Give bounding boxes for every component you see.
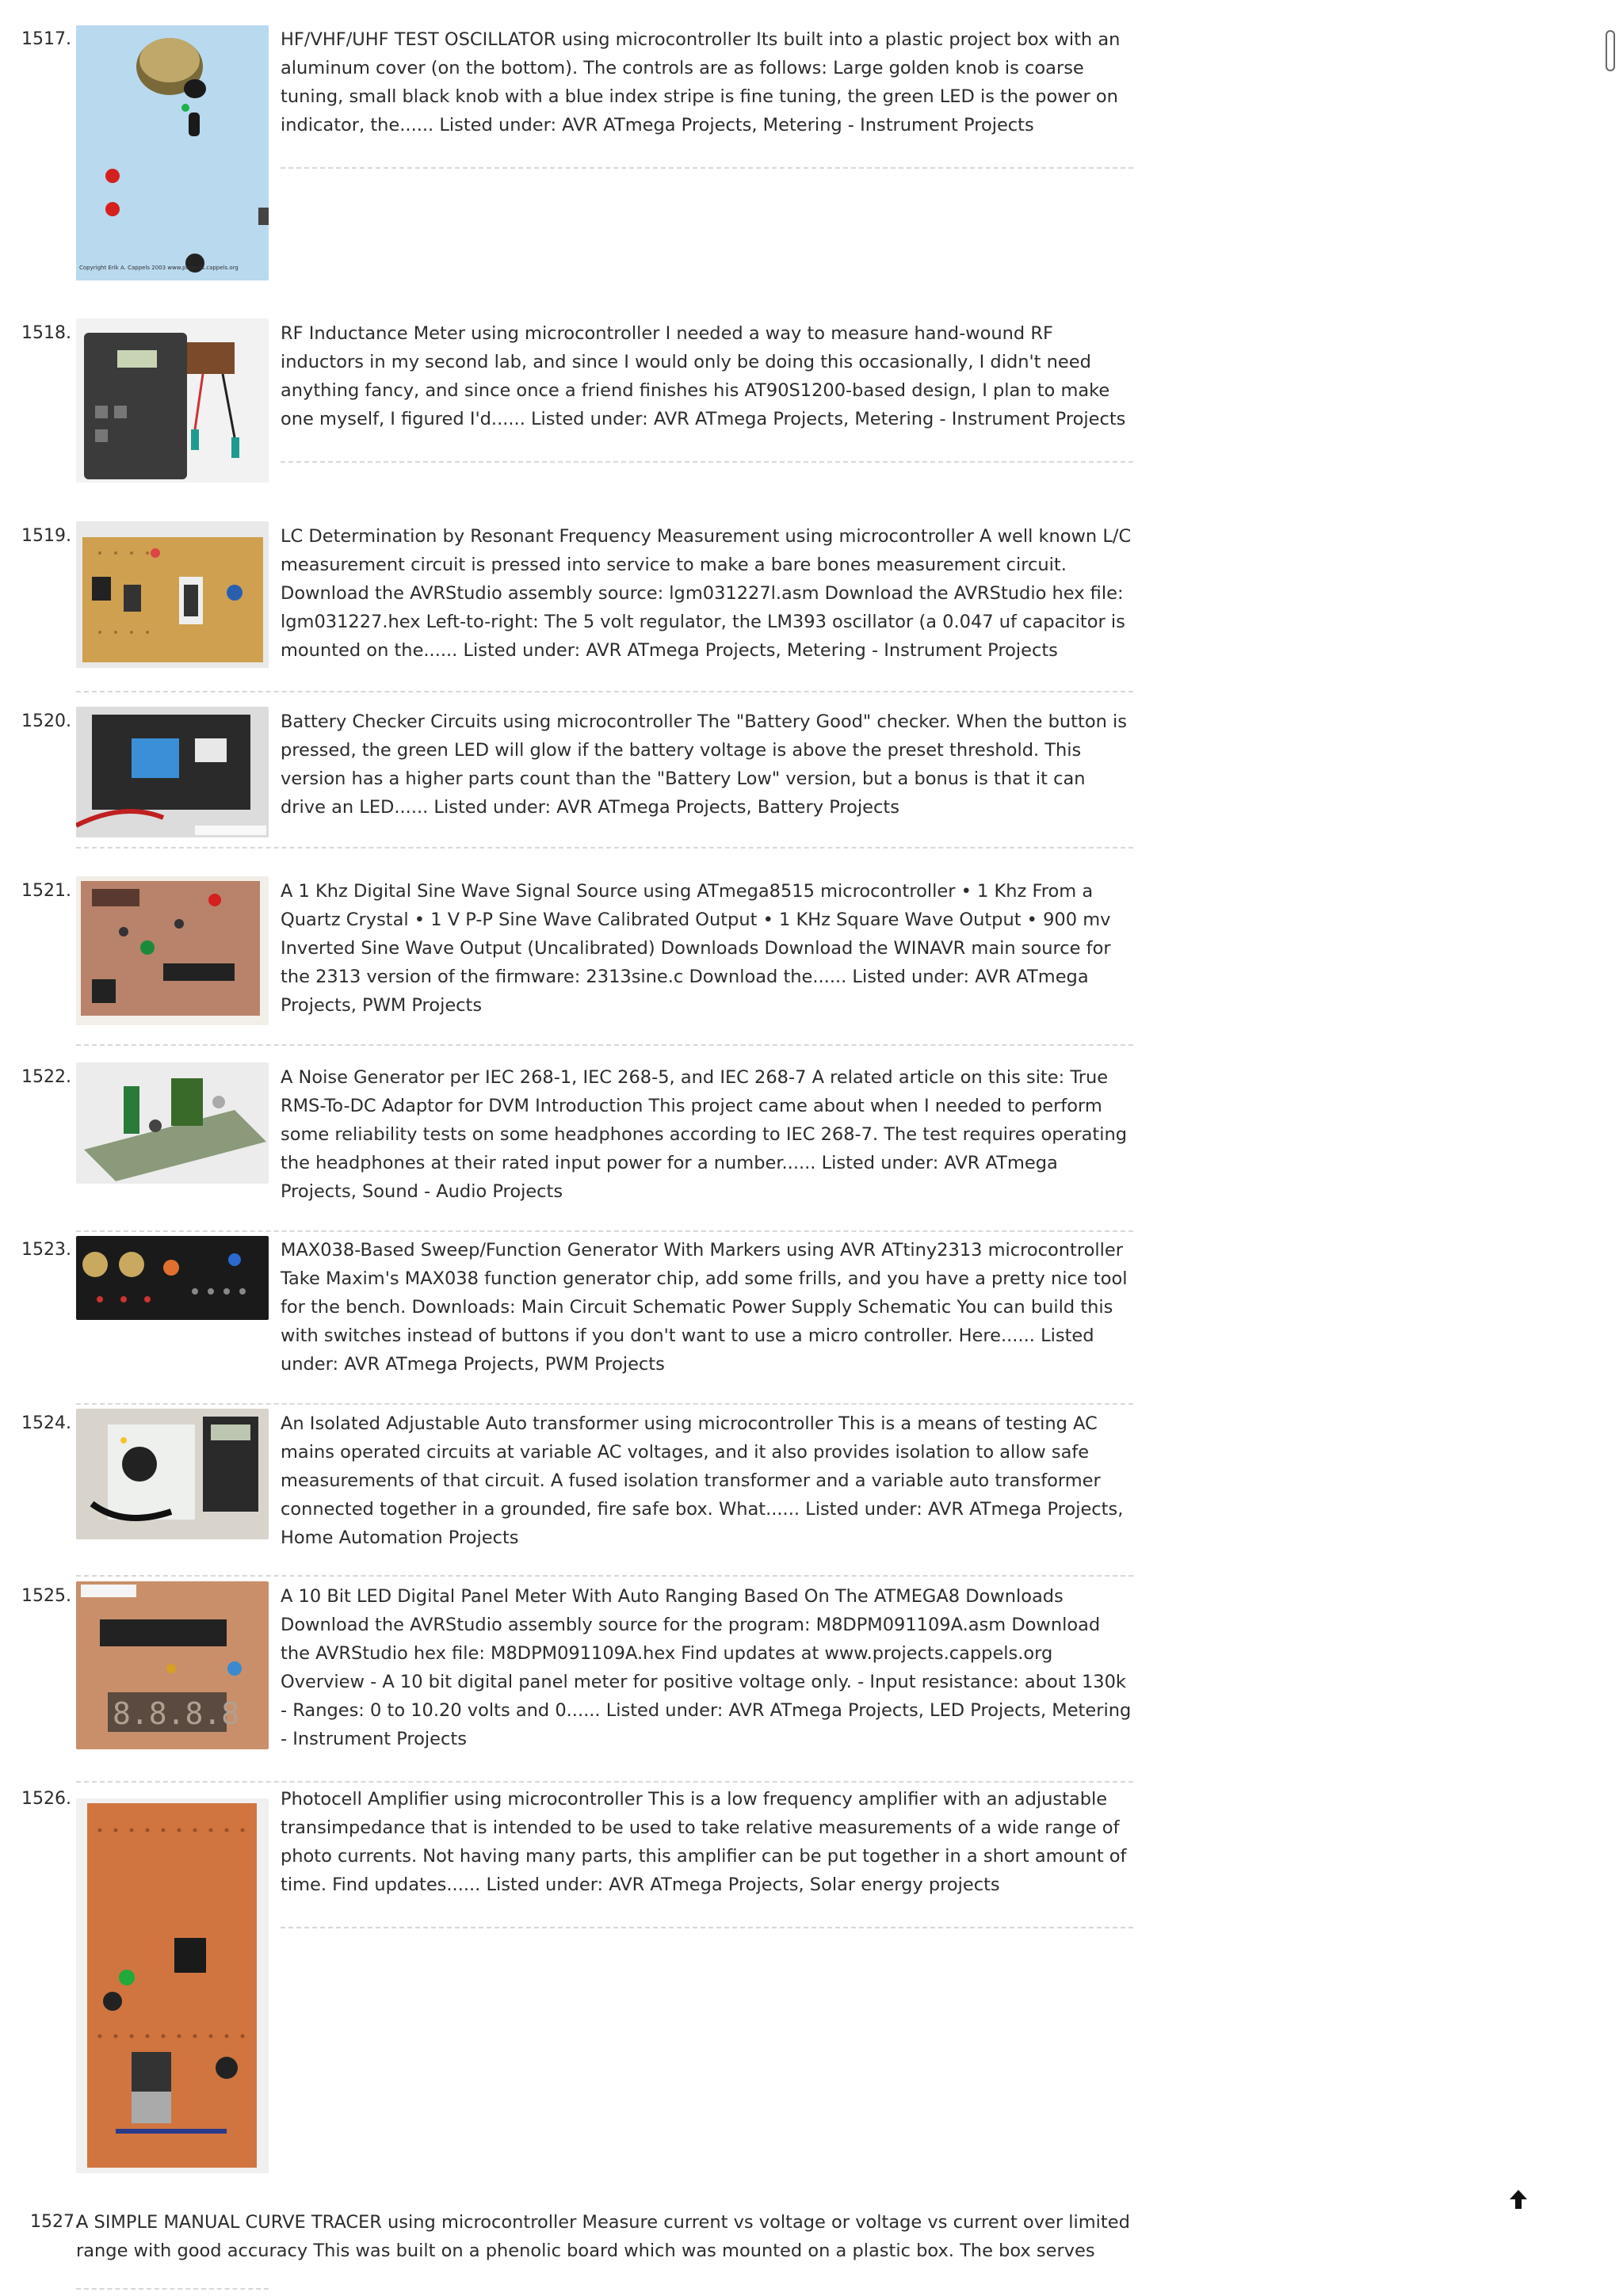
project-thumbnail[interactable] xyxy=(76,1581,269,1749)
item-number: 1524. xyxy=(21,1413,71,1433)
project-thumbnail[interactable] xyxy=(76,318,269,482)
svg-text:Copyright Erik A. Cappels 2003: Copyright Erik A. Cappels 2003 www.projects.cappels.org xyxy=(79,265,239,271)
separator xyxy=(76,1403,1133,1405)
separator xyxy=(76,1781,1133,1783)
separator xyxy=(281,461,1133,463)
item-number: 1517. xyxy=(21,29,71,49)
arrow-up-icon xyxy=(1508,2188,1529,2210)
item-description[interactable]: An Isolated Adjustable Auto transformer using microcontroller This is a means of testing AC mains operated circuits at variable AC voltages, and it also provides isolation to allow safe measurements of that circuit. A fused isolation transformer and a variable auto transformer connected together in a grounded, fire safe box. What...... Listed under: AVR ATmega Projects, Home Automation Projects xyxy=(281,1413,1124,1548)
item-description[interactable]: A 10 Bit LED Digital Panel Meter With Auto Ranging Based On The ATMEGA8 Downloads Download the AVRStudio assembly source for the program: M8DPM091109A.asm Download the AVRStudio hex file: M8DPM091109A.hex Find updates at www.projects.cappels.org Overview - A 10 bit digital panel meter for positive voltage only. - Input resistance: about 130k - Ranges: 0 to 10.20 volts and 0...... Listed under: AVR ATmega Projects, LED Projects, Metering - Instrument Projects xyxy=(281,1586,1132,1749)
item-description[interactable]: LC Determination by Resonant Frequency Measurement using microcontroller A well known L/C measurement circuit is pressed into service to make a bare bones measurement circuit. Download the AVRStudio assembly source: lgm031227l.asm Download the AVRStudio hex file: lgm031227.hex Left-to-right: The 5 volt regulator, the LM393 oscillator (a 0.047 uf capacitor is mounted on the...... Listed under: AVR ATmega Projects, Metering - Instrument Projects xyxy=(281,526,1132,661)
item-number: 1527. xyxy=(30,2212,80,2232)
item-description[interactable]: A Noise Generator per IEC 268-1, IEC 268-5, and IEC 268-7 A related article on this site: True RMS-To-DC Adaptor for DVM Introduction This project came about when I needed to perform some reliability tests on some headphones according to IEC 268-7. The test requires operating the headphones at their rated input power for a number...... Listed under: AVR ATmega Projects, Sound - Audio Projects xyxy=(281,1067,1128,1202)
item-number: 1525. xyxy=(21,1586,71,1606)
item-description[interactable]: HF/VHF/UHF TEST OSCILLATOR using microcontroller Its built into a plastic project box with an aluminum cover (on the bottom). The controls are as follows: Large golden knob is coarse tuning, small black knob with a blue index stripe is fine tuning, the green LED is the power on indicator, the...... Listed under: AVR ATmega Projects, Metering - Instrument Projects xyxy=(281,29,1121,135)
item-number: 1523. xyxy=(21,1240,71,1260)
project-thumbnail[interactable] xyxy=(76,1798,269,2173)
project-thumbnail[interactable] xyxy=(76,876,269,1025)
item-number: 1520. xyxy=(21,711,71,731)
project-thumbnail[interactable] xyxy=(76,521,269,668)
project-thumbnail[interactable] xyxy=(76,1236,269,1320)
project-thumbnail[interactable] xyxy=(76,25,269,280)
item-number: 1519. xyxy=(21,526,71,546)
separator xyxy=(76,847,1133,849)
item-description[interactable]: RF Inductance Meter using microcontroller I needed a way to measure hand-wound RF inductors in my second lab, and since I would only be doing this occasionally, I didn't need anything fancy, and since once a friend finishes his AT90S1200-based design, I plan to make one myself, I figured I'd...... Listed under: AVR ATmega Projects, Metering - Instrument Projects xyxy=(281,323,1126,429)
separator xyxy=(76,1044,1133,1046)
item-description[interactable]: A SIMPLE MANUAL CURVE TRACER using microcontroller Measure current vs voltage or voltage vs current over limited range with good accuracy This was built on a phenolic board which was mounted on a plastic box. The box serves xyxy=(76,2212,1130,2261)
item-description[interactable]: A 1 Khz Digital Sine Wave Signal Source using ATmega8515 microcontroller • 1 Khz From a Quartz Crystal • 1 V P-P Sine Wave Calibrated Output • 1 KHz Square Wave Output • 900 mv Inverted Sine Wave Output (Uncalibrated) Downloads Download the WINAVR main source for the 2313 version of the firmware: 2313sine.c Download the...... Listed under: AVR ATmega Projects, PWM Projects xyxy=(281,881,1111,1016)
item-number: 1518. xyxy=(21,323,71,343)
project-thumbnail[interactable] xyxy=(76,1062,269,1184)
separator xyxy=(281,1927,1133,1928)
item-description[interactable]: MAX038-Based Sweep/Function Generator With Markers using AVR ATtiny2313 microcontroller Take Maxim's MAX038 function generator chip, add some frills, and you have a pretty nice tool for the bench. Downloads: Main Circuit Schematic Power Supply Schematic You can build this with switches instead of buttons if you don't want to use a micro controller. Here...... Listed under: AVR ATmega Projects, PWM Projects xyxy=(281,1240,1128,1375)
project-thumbnail[interactable] xyxy=(76,1409,269,1539)
svg-text:8.8.8.8: 8.8.8.8 xyxy=(113,1696,240,1731)
item-description[interactable]: Photocell Amplifier using microcontroller This is a low frequency amplifier with an adjustable transimpedance that is intended to be used to take relative measurements of a wide range of photo currents. Not having many parts, this amplifier can be put together in a short amount of time. Find updates...... Listed under: AVR ATmega Projects, Solar energy projects xyxy=(281,1789,1127,1895)
project-thumbnail[interactable] xyxy=(76,707,269,837)
separator xyxy=(281,167,1133,169)
back-to-top-button[interactable] xyxy=(1503,2183,1534,2215)
separator xyxy=(76,2288,269,2290)
item-number: 1521. xyxy=(21,881,71,901)
item-number: 1526. xyxy=(21,1789,71,1809)
item-description[interactable]: Battery Checker Circuits using microcontroller The "Battery Good" checker. When the button is pressed, the green LED will glow if the battery voltage is above the preset threshold. This version has a higher parts count than the "Battery Low" version, but a bonus is that it can drive an LED...... Listed under: AVR ATmega Projects, Battery Projects xyxy=(281,711,1127,818)
separator xyxy=(76,1230,1133,1232)
item-number: 1522. xyxy=(21,1067,71,1087)
separator xyxy=(76,1575,1133,1577)
separator xyxy=(76,691,1133,692)
scrollbar-thumb[interactable] xyxy=(1606,30,1615,71)
